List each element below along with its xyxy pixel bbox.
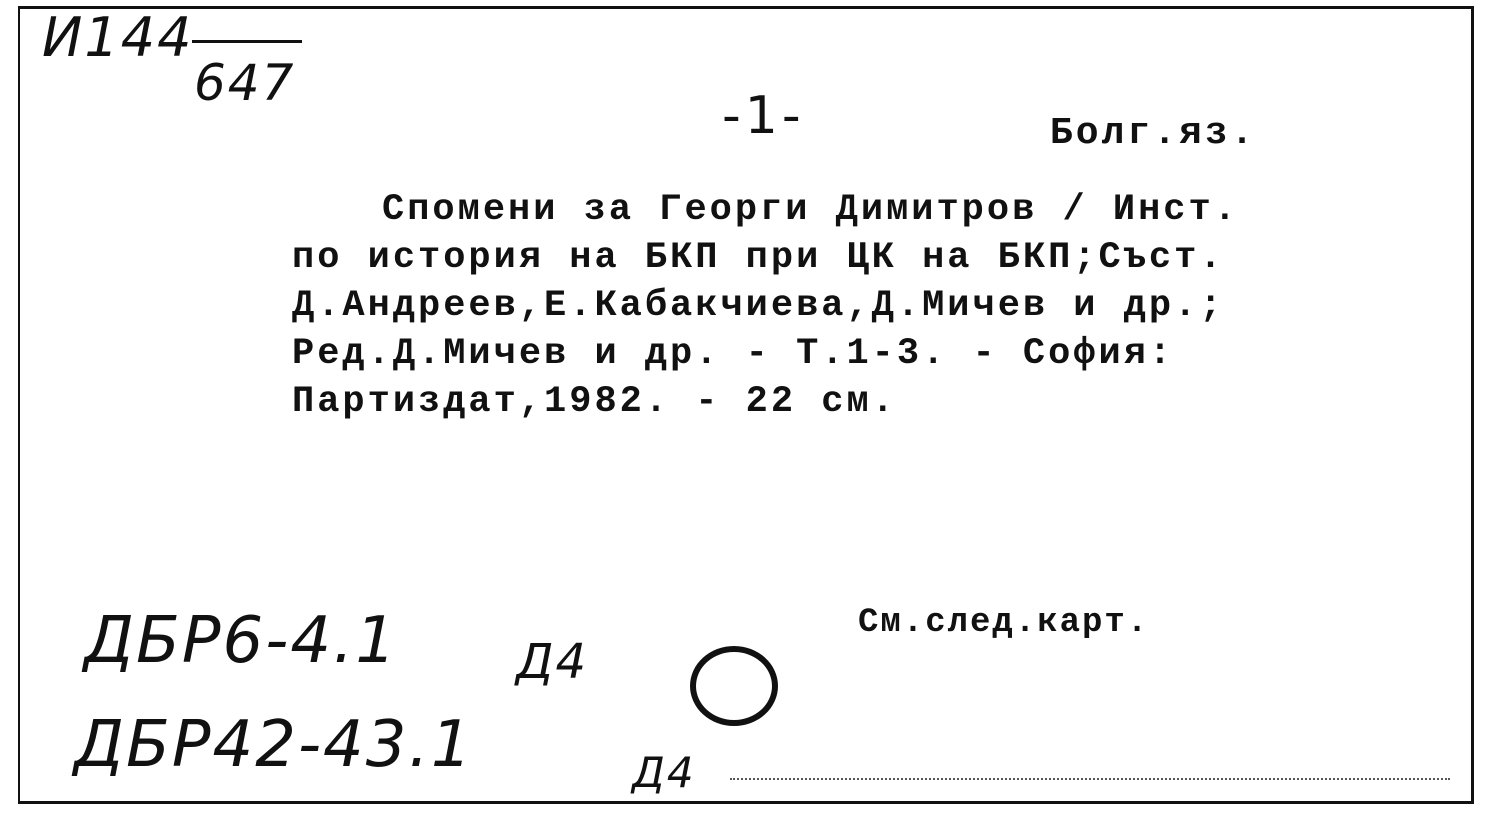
shelfmark-1: ДБР6-4.1	[84, 604, 399, 678]
description-line: Ред.Д.Мичев и др. - Т.1-3. - София:	[292, 333, 1175, 375]
description-line: Д.Андреев,Е.Кабакчиева,Д.Мичев и др.;	[292, 285, 1225, 327]
shelfmark-1-suffix: Д4	[516, 634, 589, 690]
description-line: по история на БКП при ЦК на БКП;Съст.	[292, 237, 1225, 279]
bottom-dotted-line	[730, 778, 1450, 780]
description-line: Спомени за Георги Димитров / Инст.	[382, 189, 1239, 231]
sub-number: 647	[194, 54, 296, 112]
shelfmark-2-suffix: Д4	[632, 748, 696, 797]
shelfmark-2: ДБР42-43.1	[74, 708, 474, 782]
bibliographic-description	[292, 186, 1239, 426]
language-label: Болг.яз.	[1050, 112, 1257, 155]
page-marker: -1-	[722, 86, 805, 146]
see-next-card: См.след.карт.	[858, 604, 1150, 642]
description-line: Партиздат,1982. - 22 см.	[292, 381, 897, 423]
circle-mark	[690, 646, 778, 726]
inventory-number-underline	[192, 40, 302, 43]
inventory-number: И144	[42, 6, 194, 69]
